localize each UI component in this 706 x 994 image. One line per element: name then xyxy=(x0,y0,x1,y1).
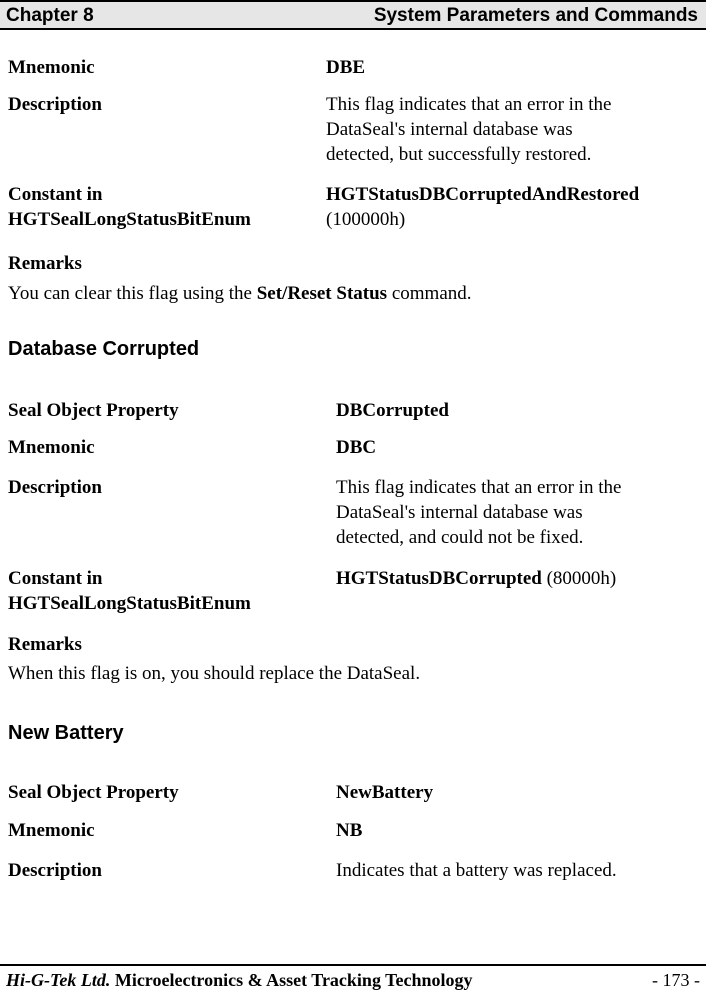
constant-hex: (100000h) xyxy=(326,209,406,230)
command-name: Set/Reset Status xyxy=(256,283,388,304)
constant-value: HGTStatusDBCorrupted (80000h) xyxy=(336,568,617,589)
description-line: DataSeal's internal database was xyxy=(336,502,583,523)
description-label: Description xyxy=(8,94,102,115)
footer-company: Hi-G-Tek Ltd. Microelectronics & Asset Tracking Technology xyxy=(6,970,473,990)
mnemonic-value: DBC xyxy=(336,437,377,458)
description-line: detected, but successfully restored. xyxy=(326,144,592,165)
description-line: detected, and could not be fixed. xyxy=(336,527,584,548)
property-value: DBCorrupted xyxy=(336,400,449,421)
chapter-label: Chapter 8 xyxy=(6,5,94,26)
description-line: This flag indicates that an error in the xyxy=(326,94,612,115)
constant-enum-label: HGTSealLongStatusBitEnum xyxy=(8,593,251,614)
description-label: Description xyxy=(8,477,102,498)
constant-label: Constant in xyxy=(8,568,103,589)
description-text: Indicates that a battery was replaced. xyxy=(336,860,617,881)
description-label: Description xyxy=(8,860,102,881)
mnemonic-value: NB xyxy=(336,820,363,841)
constant-enum-label: HGTSealLongStatusBitEnum xyxy=(8,209,251,230)
remarks-label: Remarks xyxy=(8,634,82,655)
description-line: DataSeal's internal database was xyxy=(326,119,573,140)
section-heading-database-corrupted: Database Corrupted xyxy=(8,338,200,360)
remarks-text: You can clear this flag using the Set/Reset Status command. xyxy=(8,283,472,304)
section-heading-new-battery: New Battery xyxy=(8,722,124,744)
remarks-label: Remarks xyxy=(8,253,82,274)
page-header xyxy=(0,0,706,30)
page-footer xyxy=(0,964,706,990)
property-value: NewBattery xyxy=(336,782,434,803)
property-label: Seal Object Property xyxy=(8,400,179,421)
section-title: System Parameters and Commands xyxy=(373,5,698,26)
constant-value: HGTStatusDBCorruptedAndRestored xyxy=(326,184,640,205)
mnemonic-label: Mnemonic xyxy=(8,437,95,458)
mnemonic-label: Mnemonic xyxy=(8,57,95,78)
constant-label: Constant in xyxy=(8,184,103,205)
property-label: Seal Object Property xyxy=(8,782,179,803)
remarks-text: When this flag is on, you should replace the DataSeal. xyxy=(8,663,421,684)
page-number: - 173 - xyxy=(652,970,700,990)
description-line: This flag indicates that an error in the xyxy=(336,477,622,498)
mnemonic-value: DBE xyxy=(326,57,366,78)
mnemonic-label: Mnemonic xyxy=(8,820,95,841)
